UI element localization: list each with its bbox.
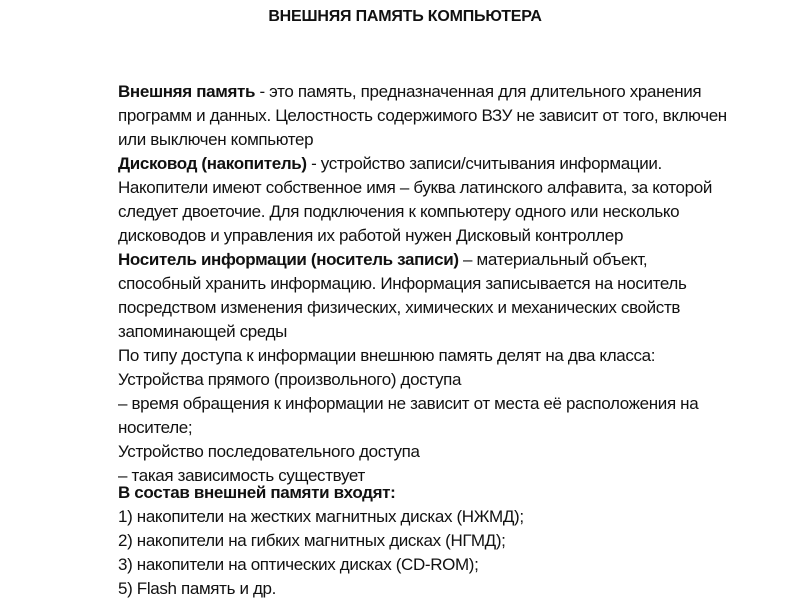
text-line: [118, 104, 798, 128]
text-line: [118, 80, 798, 104]
line-text: носителе;: [118, 418, 193, 437]
line-text: или выключен компьютер: [118, 130, 314, 149]
line-text: следует двоеточие. Для подключения к компьютеру одного или несколько: [118, 202, 680, 221]
line-text: - это память, предназначенная для длительного хранения: [255, 82, 702, 101]
text-line: [118, 320, 798, 344]
line-text: – материальный объект,: [458, 250, 648, 269]
text-line: [118, 248, 798, 272]
line-text: программ и данных. Целостность содержимого ВЗУ не зависит от того, включен: [118, 106, 727, 125]
text-line: [118, 344, 798, 368]
list-item: 2) накопители на гибких магнитных дисках (НГМД);: [118, 531, 506, 550]
list-item: 5) Flash память и др.: [118, 579, 277, 598]
text-line: [118, 440, 798, 464]
line-text: – время обращения к информации не зависит от места её расположения на: [118, 394, 699, 413]
page-title: ВНЕШНЯЯ ПАМЯТЬ КОМПЬЮТЕРА: [268, 8, 542, 25]
text-line: [118, 416, 798, 440]
text-line: [118, 152, 798, 176]
text-line: [118, 272, 798, 296]
text-line: [118, 200, 798, 224]
line-text: посредством изменения физических, химических и механических свойств: [118, 298, 681, 317]
line-text: Накопители имеют собственное имя – буква латинского алфавита, за которой: [118, 178, 712, 197]
list-item: 1) накопители на жестких магнитных дисках (НЖМД);: [118, 507, 524, 526]
list-item: 3) накопители на оптических дисках (CD-ROM);: [118, 555, 479, 574]
line-text: Устройства прямого (произвольного) доступа: [118, 370, 462, 389]
line-text: По типу доступа к информации внешнюю память делят на два класса:: [118, 346, 656, 365]
text-line: [118, 128, 798, 152]
term: Носитель информации (носитель записи): [118, 250, 459, 269]
text-line: [118, 296, 798, 320]
list-heading-text: В состав внешней памяти входят:: [118, 483, 396, 502]
text-line: [118, 392, 798, 416]
storage-list: [118, 481, 798, 601]
term: Дисковод (накопитель): [118, 154, 307, 173]
line-text: способный хранить информацию. Информация записывается на носитель: [118, 274, 687, 293]
line-text: дисководов и управления их работой нужен Дисковый контроллер: [118, 226, 624, 245]
line-text: – такая зависимость существует: [118, 466, 365, 485]
text-line: [118, 368, 798, 392]
body-text: [118, 80, 798, 488]
text-line: [118, 224, 798, 248]
text-line: [118, 176, 798, 200]
term: Внешняя память: [118, 82, 256, 101]
list-heading: [118, 481, 798, 505]
line-text: Устройство последовательного доступа: [118, 442, 420, 461]
line-text: запоминающей среды: [118, 322, 288, 341]
line-text: - устройство записи/считывания информации.: [306, 154, 662, 173]
